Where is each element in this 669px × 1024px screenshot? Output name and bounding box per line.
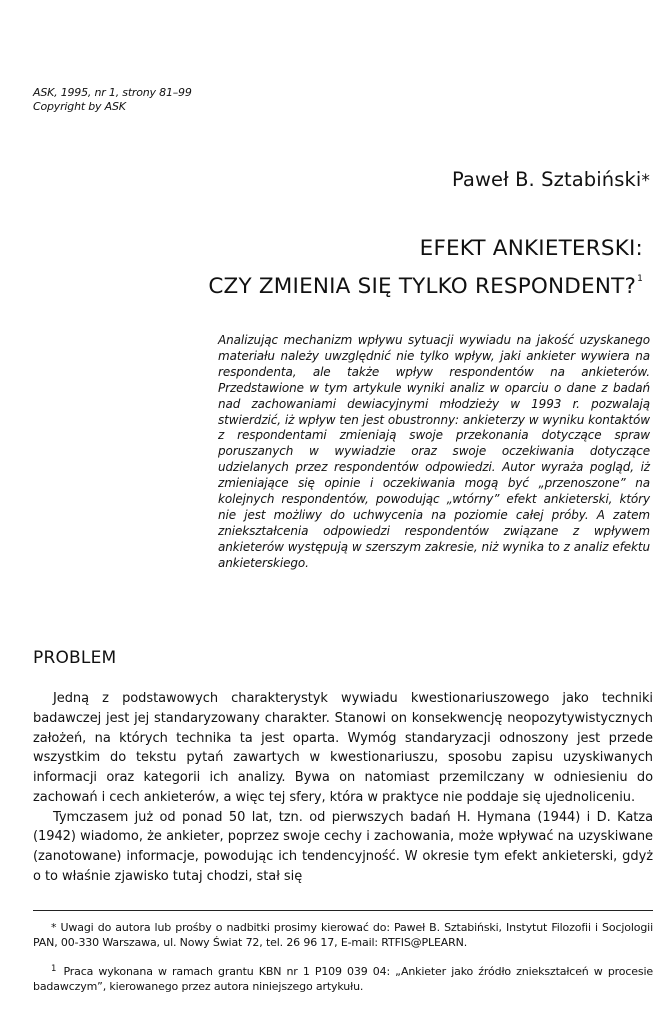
title-line-2-text: CZY ZMIENIA SIĘ TYLKO RESPONDENT? [208, 274, 637, 299]
title-line-1: EFEKT ANKIETERSKI: [419, 236, 643, 261]
abstract: Analizując mechanizm wpływu sytuacji wywiadu na jakość uzyskanego materiału należy uwzględnić nie tylko wpływ, jaki ankieter wywiera na respondenta, ale także wpływ respondentów na ankieterów. Przedstawione w tym artykule wyniki analiz w oparciu o dane z badań nad zachowaniami dewiacyjnymi młodzieży w 1993 r. pozwalają stwierdzić, iż wpływ ten jest obustronny: ankieterzy w wyniku kontaktów z respondentami zmieniają swoje przekonania dotyczące spraw poruszanych w wywiadzie oraz swoje oczekiwania dotyczące udzielanych przez respondentów odpowiedzi. Autor wyraża pogląd, iż zmieniające się opinie i oczekiwania mogą być „przenoszone” na kolejnych respondentów, powodując „wtórny” efekt ankieterski, który nie jest możliwy do uchwycenia na poziomie całej próby. A zatem zniekształcenia odpowiedzi respondentów związane z wpływem ankieterów występują w szerszym zakresie, niż wynika to z analiz efektu ankieterskiego. [218, 333, 650, 570]
article-title [208, 233, 643, 302]
journal-copyright: Copyright by ASK [33, 100, 126, 113]
author-name: Paweł B. Sztabiński [451, 168, 642, 191]
title-line-2 [208, 264, 643, 302]
author-line [452, 168, 650, 191]
body-text [33, 689, 653, 887]
footnote-divider [33, 910, 653, 911]
section-heading: PROBLEM [33, 648, 117, 668]
footnotes [33, 920, 653, 994]
footnote-grant [33, 962, 653, 994]
footnote-marker: 1 [51, 964, 57, 974]
body-paragraph: Tymczasem już od ponad 50 lat, tzn. od pierwszych badań H. Hymana (1944) i D. Katza (1942) wiadomo, że ankieter, poprzez swoje cechy i zachowania, może wpływać na uzyskiwane (zanotowane) informacje, powodując ich tendencyjność. W okresie tym efekt ankieterski, gdyż o to właśnie zjawisko tutaj chodzi, stał się [33, 809, 653, 884]
author-footnote-mark: * [641, 171, 650, 191]
footnote-marker: * [51, 921, 57, 934]
body-paragraph: Jedną z podstawowych charakterystyk wywiadu kwestionariuszowego jako techniki badawczej jest jej standaryzowany charakter. Stanowi on konsekwencję neopozytywistycznych założeń, na których technika ta jest oparta. Wymóg standaryzacji odnoszony jest przede wszystkim do tekstu pytań zawartych w kwestionariuszu, sposobu zapisu uzyskiwanych informacji oraz kategorii ich analizy. Bywa on natomiast przemilczany w odniesieniu do zachowań i cech ankieterów, a więc tej sfery, która w praktyce nie poddaje się ujednoliceniu. [33, 691, 653, 805]
footnote-text: Praca wykonana w ramach grantu KBN nr 1 P109 039 04: „Ankieter jako źródło zniekształceń w procesie badawczym”, kierowanego przez autora niniejszego artykułu. [33, 965, 653, 993]
title-footnote-ref: 1 [637, 274, 643, 284]
footnote-text: Uwagi do autora lub prośby o nadbitki prosimy kierować do: Paweł B. Sztabiński, Instytut Filozofii i Socjologii PAN, 00-330 Warszawa, ul. Nowy Świat 72, tel. 26 96 17, E-mail: RTFIS@PLEARN. [33, 921, 653, 949]
footnote-author-contact [33, 920, 653, 950]
journal-citation: ASK, 1995, nr 1, strony 81–99 [33, 86, 192, 99]
journal-info [33, 86, 192, 114]
